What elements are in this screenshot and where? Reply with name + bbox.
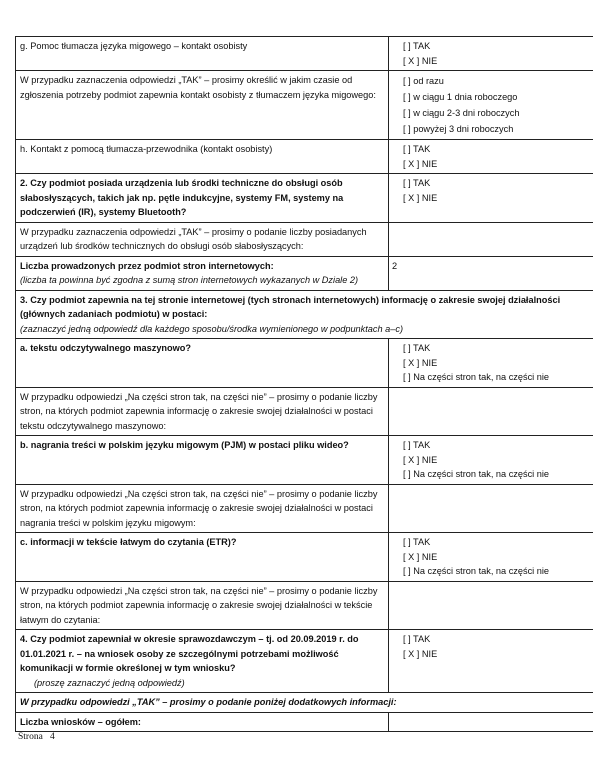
sites-count-label xyxy=(16,256,389,290)
table-row xyxy=(16,693,593,713)
option-no[interactable]: [ X ] NIE xyxy=(403,551,438,562)
question-3-text: 3. Czy podmiot zapewnia na tej stronie internetowej (tych stronach internetowych) informację o zakresie swojej działalności (głównych zadaniach podmiotu) w postaci: xyxy=(20,294,561,319)
question-h: h. Kontakt z pomocą tłumacza-przewodnika (kontakt osobisty) xyxy=(16,140,389,174)
form-table xyxy=(15,36,593,732)
question-3-note: (zaznaczyć jedną odpowiedź dla każdego sposobu/środka wymienionego w podpunktach a–c) xyxy=(20,323,404,334)
option-partial[interactable]: [ ] Na części stron tak, na części nie xyxy=(403,469,550,479)
table-row xyxy=(16,290,593,339)
answers-h xyxy=(389,140,593,174)
option-no[interactable]: [ X ] NIE xyxy=(403,648,438,659)
answers-c xyxy=(389,533,593,582)
option-2-3-days[interactable]: [ ] w ciągu 2-3 dni roboczych xyxy=(403,108,520,118)
condition-g-time: W przypadku zaznaczenia odpowiedzi „TAK” – prosimy określić w jakim czasie od zgłoszenia potrzeby podmiot zapewnia kontakt osobisty z tłumaczem języka migowego: xyxy=(16,71,389,140)
table-row xyxy=(16,533,593,582)
table-row xyxy=(16,484,593,533)
question-4-note: (proszę zaznaczyć jedną odpowiedź) xyxy=(34,677,185,688)
table-row xyxy=(16,37,593,71)
option-yes[interactable]: [ ] TAK xyxy=(403,440,431,450)
sites-note: (liczba ta powinna być zgodna z sumą stron internetowych wykazanych w Dziale 2) xyxy=(20,275,359,285)
question-c: c. informacji w tekście łatwym do czytania (ETR)? xyxy=(16,533,389,582)
table-row xyxy=(16,339,593,388)
input-c-count[interactable] xyxy=(389,581,593,630)
answers-b xyxy=(389,436,593,485)
page-number: 4 xyxy=(49,732,55,742)
option-over-3-days[interactable]: [ ] powyżej 3 dni roboczych xyxy=(403,124,514,134)
table-row xyxy=(16,174,593,223)
option-yes[interactable]: [ ] TAK xyxy=(403,144,431,154)
sites-count-value[interactable]: 2 xyxy=(389,256,593,290)
sites-label: Liczba prowadzonych przez podmiot stron internetowych: xyxy=(20,260,274,271)
option-yes[interactable]: [ ] TAK xyxy=(403,343,431,353)
question-a: a. tekstu odczytywalnego maszynowo? xyxy=(16,339,389,388)
question-g: g. Pomoc tłumacza języka migowego – kontakt osobisty xyxy=(16,37,389,71)
option-yes[interactable]: [ ] TAK xyxy=(403,634,431,644)
input-b-count[interactable] xyxy=(389,484,593,533)
question-4 xyxy=(16,630,389,693)
table-row xyxy=(16,630,593,693)
question-b: b. nagrania treści w polskim języku migowym (PJM) w postaci pliku wideo? xyxy=(16,436,389,485)
page-footer xyxy=(18,732,55,742)
option-1-day[interactable]: [ ] w ciągu 1 dnia roboczego xyxy=(403,92,518,102)
question-4-text: 4. Czy podmiot zapewniał w okresie sprawozdawczym – tj. od 20.09.2019 r. do 01.01.2021 r. – na wniosek osoby ze szczególnymi potrzebami możliwość komunikacji w formie określonej w tym wniosku? xyxy=(20,634,359,673)
option-no[interactable]: [ X ] NIE xyxy=(403,158,438,169)
answers-g-time xyxy=(389,71,593,140)
option-no[interactable]: [ X ] NIE xyxy=(403,192,438,203)
table-row xyxy=(16,222,593,256)
table-row xyxy=(16,712,593,732)
condition-c-count: W przypadku odpowiedzi „Na części stron tak, na części nie” – prosimy o podanie liczby stron, na których podmiot zapewnia informację o zakresie swojej działalności w tekście łatwym do czytania: xyxy=(16,581,389,630)
question-2: 2. Czy podmiot posiada urządzenia lub środki techniczne do obsługi osób słabosłyszących, takich jak np. pętle indukcyjne, systemy FM, systemy na podczerwień (IR), systemy Bluetooth? xyxy=(16,174,389,223)
answers-g xyxy=(389,37,593,71)
table-row xyxy=(16,581,593,630)
table-row xyxy=(16,387,593,436)
table-row xyxy=(16,436,593,485)
option-partial[interactable]: [ ] Na części stron tak, na części nie xyxy=(403,372,550,382)
condition-2-count: W przypadku zaznaczenia odpowiedzi „TAK” – prosimy o podanie liczby posiadanych urządzeń lub środków technicznych do obsługi osób słabosłyszących: xyxy=(16,222,389,256)
option-yes[interactable]: [ ] TAK xyxy=(403,41,431,51)
answers-4 xyxy=(389,630,593,693)
option-no[interactable]: [ X ] NIE xyxy=(403,55,438,66)
option-yes[interactable]: [ ] TAK xyxy=(403,178,431,188)
option-yes[interactable]: [ ] TAK xyxy=(403,537,431,547)
footer-label: Strona xyxy=(18,732,43,742)
option-immediately[interactable]: [ ] od razu xyxy=(403,76,444,86)
question-3 xyxy=(16,290,593,339)
requests-value[interactable] xyxy=(389,712,593,732)
input-a-count[interactable] xyxy=(389,387,593,436)
option-partial[interactable]: [ ] Na części stron tak, na części nie xyxy=(403,566,550,576)
condition-b-count: W przypadku odpowiedzi „Na części stron tak, na części nie” – prosimy o podanie liczby stron, na których podmiot zapewnia informację o zakresie swojej działalności w postaci nagrania treści w polskim języku migowym: xyxy=(16,484,389,533)
option-no[interactable]: [ X ] NIE xyxy=(403,357,438,368)
table-row xyxy=(16,256,593,290)
table-row xyxy=(16,71,593,140)
question-4-more: W przypadku odpowiedzi „TAK” – prosimy o podanie poniżej dodatkowych informacji: xyxy=(16,693,593,713)
answers-a xyxy=(389,339,593,388)
table-row xyxy=(16,140,593,174)
condition-a-count: W przypadku odpowiedzi „Na części stron tak, na części nie” – prosimy o podanie liczby stron, na których podmiot zapewnia informację o zakresie swojej działalności w postaci tekstu odczytywalnego maszynowo: xyxy=(16,387,389,436)
input-2-count[interactable] xyxy=(389,222,593,256)
requests-label: Liczba wniosków – ogółem: xyxy=(16,712,389,732)
option-no[interactable]: [ X ] NIE xyxy=(403,454,438,465)
answers-2 xyxy=(389,174,593,223)
